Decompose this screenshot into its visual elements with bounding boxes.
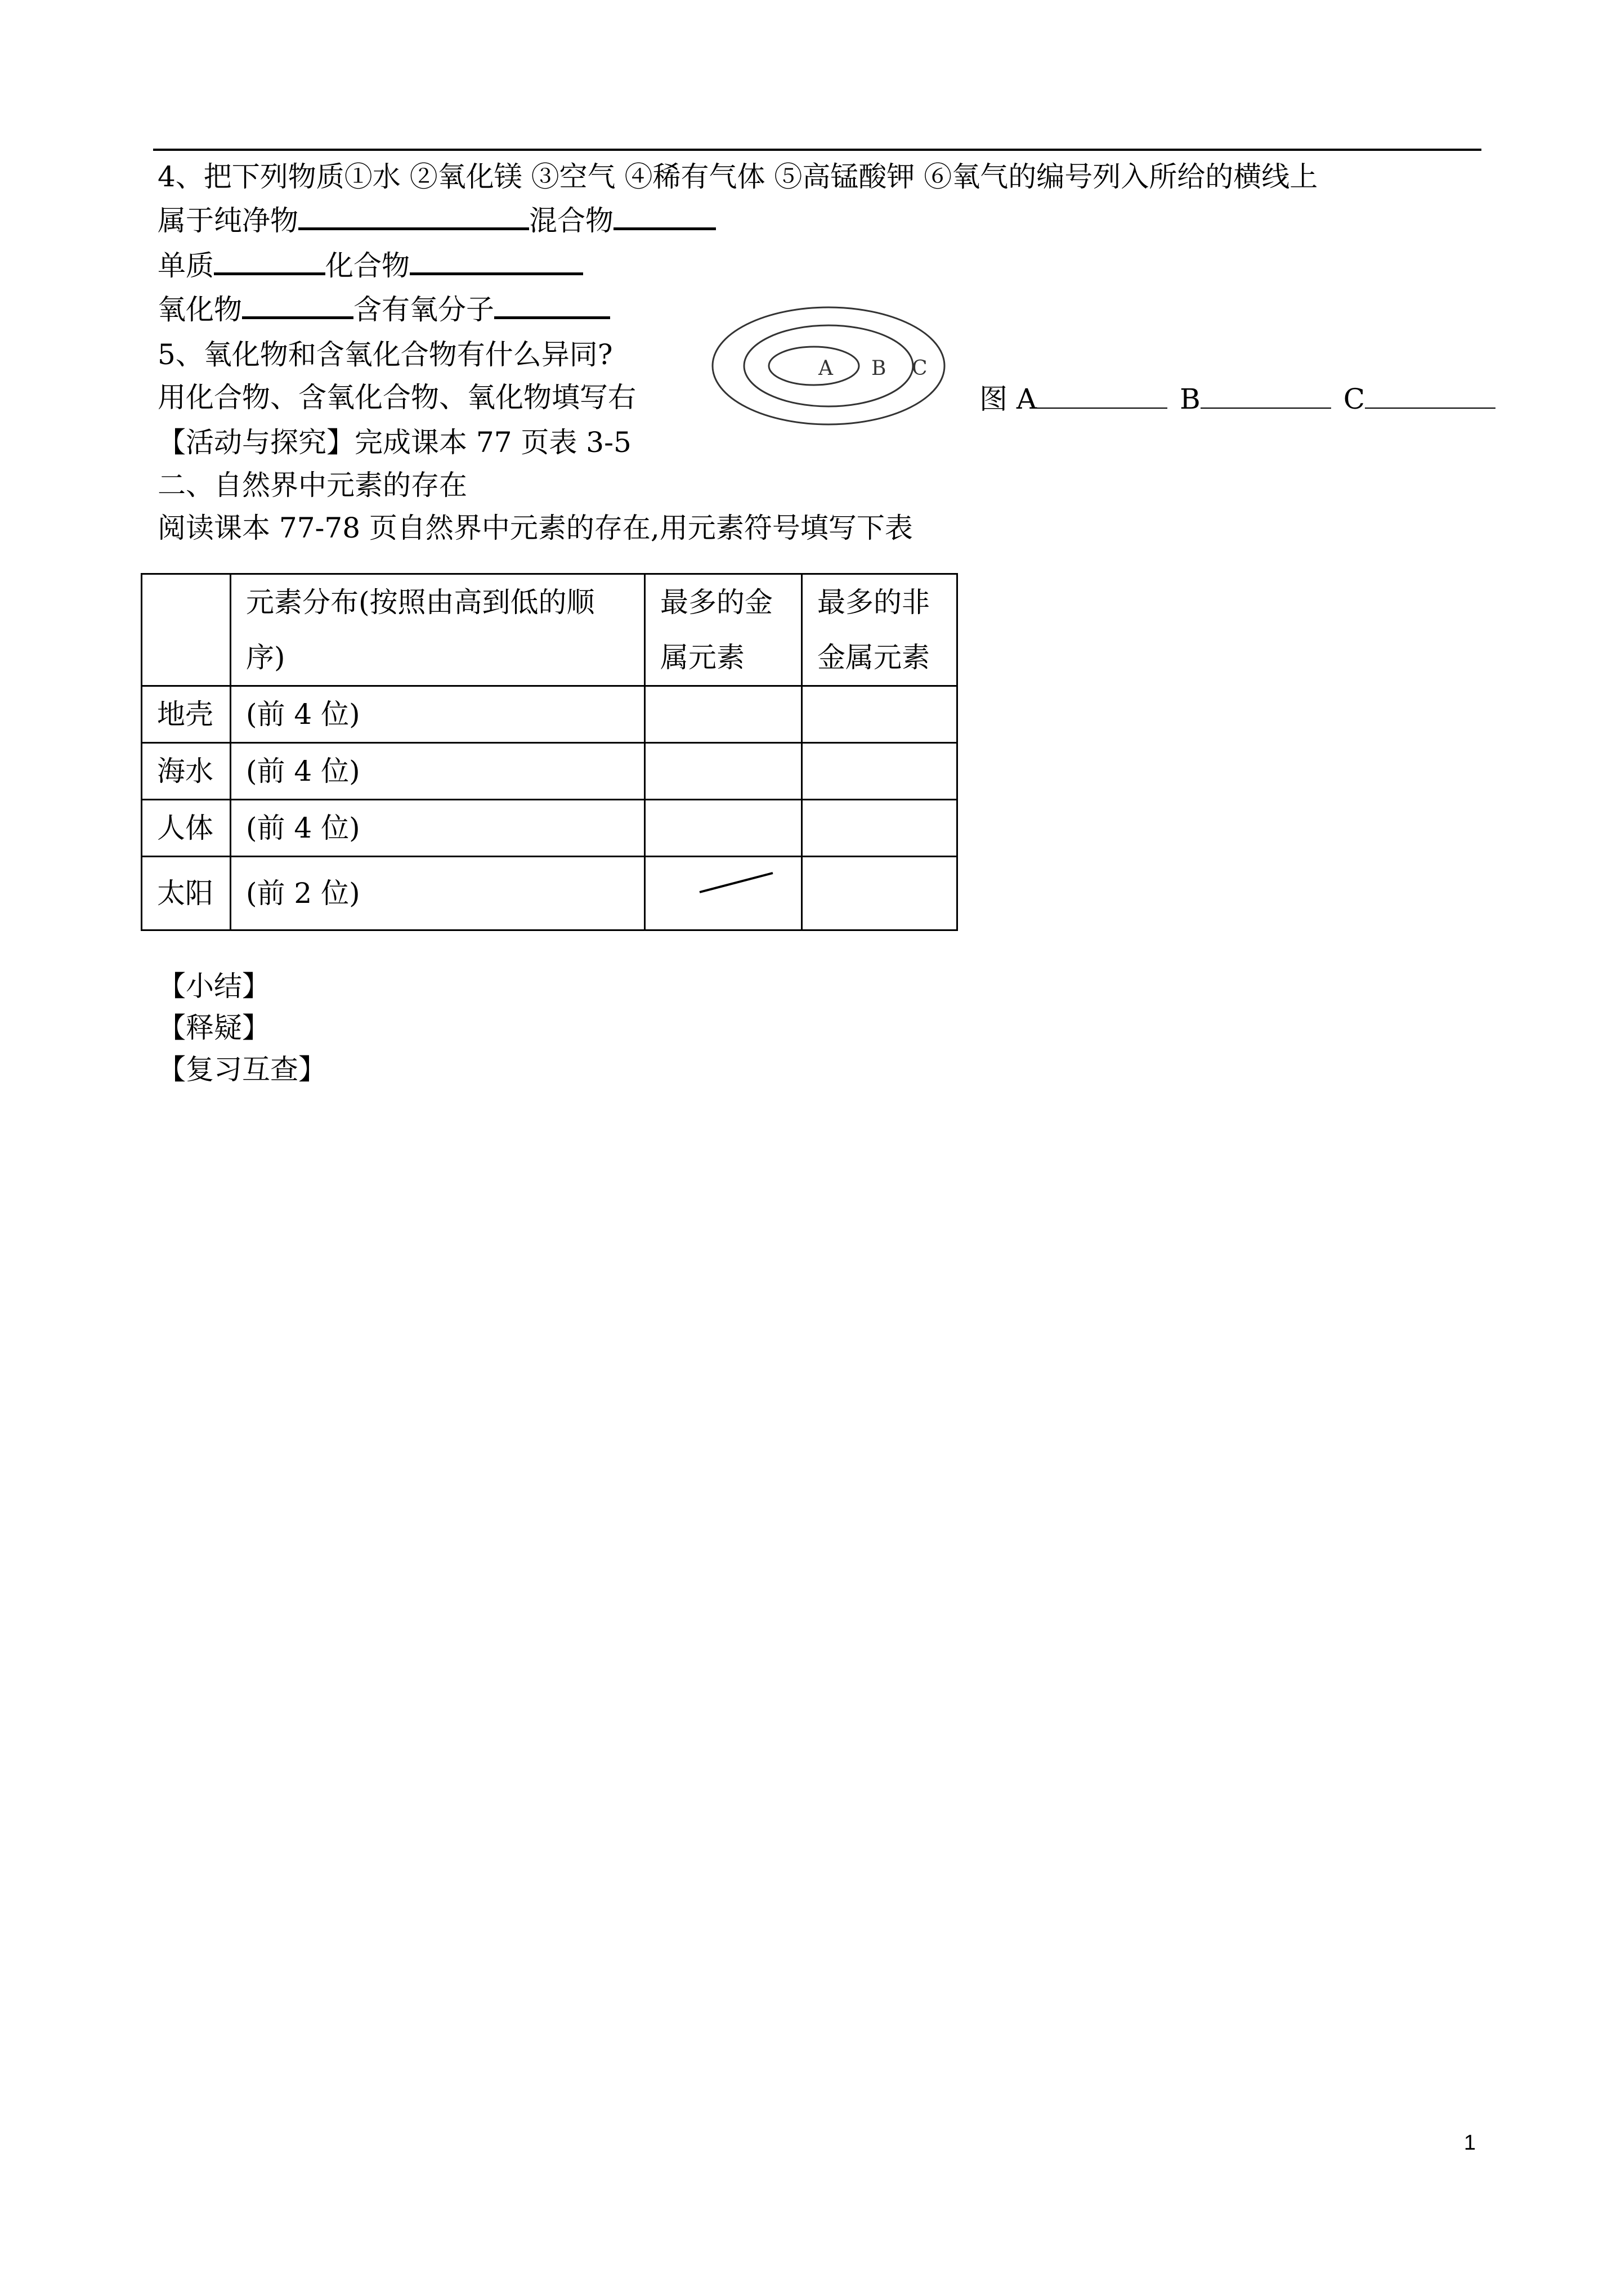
venn-label-a: A xyxy=(818,357,833,380)
header-nonmetal-line2: 金属元素 xyxy=(817,641,930,674)
section2-instruction: 阅读课本 77-78 页自然界中元素的存在,用元素符号填写下表 xyxy=(158,512,913,544)
row-name: 海水 xyxy=(142,743,231,800)
top-rule xyxy=(153,149,1481,151)
nonmetal-answer-cell[interactable] xyxy=(802,857,957,930)
answer-a-blank[interactable] xyxy=(1037,381,1167,409)
header-metal xyxy=(645,574,802,686)
o2-molecule-label: 含有氧分子 xyxy=(353,293,494,326)
b-label: B xyxy=(1180,383,1201,415)
q4-line-element xyxy=(158,245,583,283)
answer-c-blank[interactable] xyxy=(1365,381,1495,409)
element-label: 单质 xyxy=(158,249,214,282)
nonmetal-answer-cell[interactable] xyxy=(802,686,957,743)
oxide-label: 氧化物 xyxy=(158,293,242,326)
row-name: 人体 xyxy=(142,800,231,857)
table-row xyxy=(142,743,957,800)
header-distribution-line2: 序) xyxy=(246,641,285,674)
nonmetal-answer-cell[interactable] xyxy=(802,743,957,800)
table-row xyxy=(142,857,957,930)
c-label: C xyxy=(1343,383,1365,415)
oxide-blank[interactable] xyxy=(242,289,353,319)
q5-answer-line xyxy=(979,381,1495,416)
q4-prompt: 4、把下列物质①水 ②氧化镁 ③空气 ④稀有气体 ⑤高锰酸钾 ⑥氧气的编号列入所给的横线上 xyxy=(158,160,1318,193)
row-range: (前 2 位) xyxy=(231,857,645,930)
header-nonmetal-line1: 最多的非 xyxy=(817,586,930,619)
doubts-label: 【释疑】 xyxy=(158,1012,270,1044)
o2-molecule-blank[interactable] xyxy=(494,289,610,319)
table-row xyxy=(142,686,957,743)
pure-label: 属于纯净物 xyxy=(158,204,298,237)
q4-line-pure xyxy=(158,200,716,238)
row-name: 太阳 xyxy=(142,857,231,930)
row-range: (前 4 位) xyxy=(231,686,645,743)
figure-a-label: 图 A xyxy=(979,383,1037,415)
summary-label: 【小结】 xyxy=(158,970,270,1002)
header-distribution-line1: 元素分布(按照由高到低的顺 xyxy=(246,586,595,619)
mixture-label: 混合物 xyxy=(529,204,614,237)
slash-line xyxy=(700,873,773,892)
element-distribution-table xyxy=(141,573,958,931)
slash-mark xyxy=(646,857,801,911)
metal-answer-cell[interactable] xyxy=(645,743,802,800)
answer-b-blank[interactable] xyxy=(1201,381,1331,409)
compound-label: 化合物 xyxy=(325,249,410,282)
venn-label-b: B xyxy=(871,357,886,380)
row-range: (前 4 位) xyxy=(231,800,645,857)
mixture-blank[interactable] xyxy=(614,200,716,230)
q5-instruction: 用化合物、含氧化合物、氧化物填写右 xyxy=(158,381,636,414)
pure-blank[interactable] xyxy=(298,200,529,230)
q4-line-oxide xyxy=(158,289,610,326)
activity-line: 【活动与探究】完成课本 77 页表 3-5 xyxy=(158,426,632,459)
row-name: 地壳 xyxy=(142,686,231,743)
q5-prompt: 5、氧化物和含氧化合物有什么异同? xyxy=(158,338,613,371)
header-distribution xyxy=(231,574,645,686)
venn-label-c: C xyxy=(912,357,928,380)
metal-answer-cell[interactable] xyxy=(645,686,802,743)
nonmetal-answer-cell[interactable] xyxy=(802,800,957,857)
venn-diagram xyxy=(710,305,947,432)
metal-not-applicable-cell xyxy=(645,857,802,930)
header-nonmetal xyxy=(802,574,957,686)
compound-blank[interactable] xyxy=(410,245,583,275)
header-metal-line1: 最多的金 xyxy=(660,586,773,619)
metal-answer-cell[interactable] xyxy=(645,800,802,857)
table-header-row xyxy=(142,574,957,686)
section2-title: 二、自然界中元素的存在 xyxy=(158,469,467,502)
element-blank[interactable] xyxy=(214,245,325,275)
header-metal-line2: 属元素 xyxy=(660,641,745,674)
page-number: 1 xyxy=(1463,2131,1476,2155)
table-row xyxy=(142,800,957,857)
header-empty-cell xyxy=(142,574,231,686)
row-range: (前 4 位) xyxy=(231,743,645,800)
venn-inner-ellipse xyxy=(769,347,859,385)
review-label: 【复习互查】 xyxy=(158,1053,326,1086)
